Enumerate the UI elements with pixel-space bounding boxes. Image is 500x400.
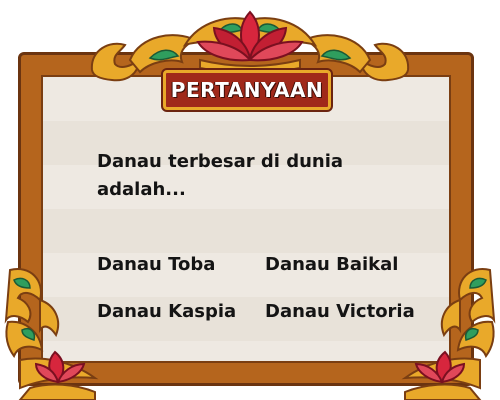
title-banner: PERTANYAAN <box>163 70 331 110</box>
answer-option-a[interactable]: Danau Toba <box>97 254 216 275</box>
answer-option-d[interactable]: Danau Victoria <box>265 301 415 322</box>
bottom-left-lotus-ornament-icon <box>0 260 100 400</box>
bottom-right-lotus-ornament-icon <box>400 260 500 400</box>
question-text: Danau terbesar di dunia adalah... <box>97 151 344 200</box>
answer-option-c[interactable]: Danau Kaspia <box>97 301 237 322</box>
answer-option-b[interactable]: Danau Baikal <box>265 254 399 275</box>
